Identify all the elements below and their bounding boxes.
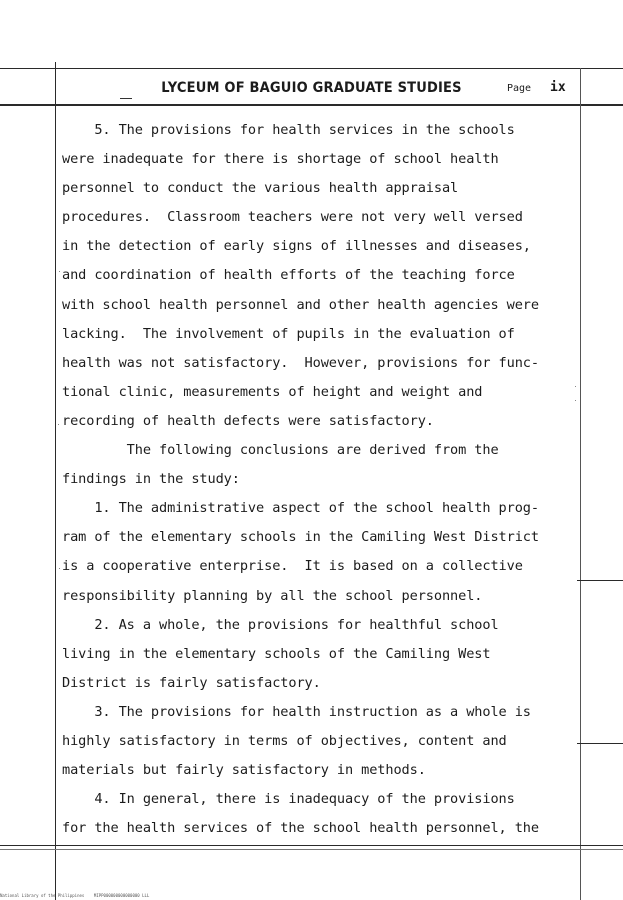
page-number: ix — [550, 80, 566, 95]
header-underline — [0, 104, 623, 106]
top-border-line — [0, 68, 623, 69]
text-line: procedures. Classroom teachers were not very well versed — [62, 209, 523, 226]
text-line: for the health services of the school health personnel, the — [62, 820, 539, 837]
text-line: health was not satisfactory. However, provisions for func- — [62, 354, 539, 371]
text-line: materials but fairly satisfactory in methods. — [62, 762, 426, 779]
scan-speck — [575, 400, 576, 401]
text-line: 1. The administrative aspect of the school health prog- — [62, 500, 539, 517]
right-tick-mark-2 — [577, 743, 623, 744]
left-margin-line — [55, 62, 56, 900]
text-line: and coordination of health efforts of the teaching force — [62, 267, 515, 284]
text-line: personnel to conduct the various health appraisal — [62, 180, 459, 197]
text-line: 2. As a whole, the provisions for healthful school — [62, 616, 499, 633]
text-line: ram of the elementary schools in the Camiling West District — [62, 529, 539, 546]
text-line: lacking. The involvement of pupils in the evaluation of — [62, 325, 515, 342]
text-line: findings in the study: — [62, 471, 240, 488]
header-dash-mark — [120, 98, 132, 99]
text-line: highly satisfactory in terms of objectives, content and — [62, 732, 507, 749]
text-line: The following conclusions are derived from the — [62, 442, 499, 459]
scan-speck — [59, 568, 60, 569]
text-line: 5. The provisions for health services in the schools — [62, 122, 515, 138]
text-line: were inadequate for there is shortage of school health — [62, 151, 499, 168]
bottom-border-line — [0, 845, 623, 846]
text-line: 3. The provisions for health instruction as a whole is — [62, 703, 531, 720]
text-line: with school health personnel and other health agencies were — [62, 296, 539, 313]
document-body — [62, 116, 577, 843]
text-line: responsibility planning by all the school personnel. — [62, 587, 483, 604]
right-margin-line — [580, 68, 581, 900]
text-line: 4. In general, there is inadequacy of the provisions — [62, 791, 515, 808]
text-line: tional clinic, measurements of height and weight and — [62, 383, 483, 400]
bottom-border-line-2 — [0, 849, 623, 850]
scan-speck — [58, 424, 59, 425]
page-label: Page — [507, 83, 532, 94]
scan-speck — [575, 386, 576, 387]
right-tick-mark-1 — [577, 580, 623, 581]
scan-speck — [59, 271, 60, 272]
text-line: District is fairly satisfactory. — [62, 674, 321, 691]
page-title: LYCEUM OF BAGUIO GRADUATE STUDIES — [161, 80, 462, 96]
text-line: is a cooperative enterprise. It is based on a collective — [62, 558, 523, 575]
text-line: in the detection of early signs of illnesses and diseases, — [62, 238, 531, 255]
footer-note: National Library of the Philippines MIPP000000000000000 LLL — [0, 893, 150, 898]
text-line: recording of health defects were satisfactory. — [62, 412, 434, 429]
text-line: living in the elementary schools of the Camiling West — [62, 645, 491, 662]
